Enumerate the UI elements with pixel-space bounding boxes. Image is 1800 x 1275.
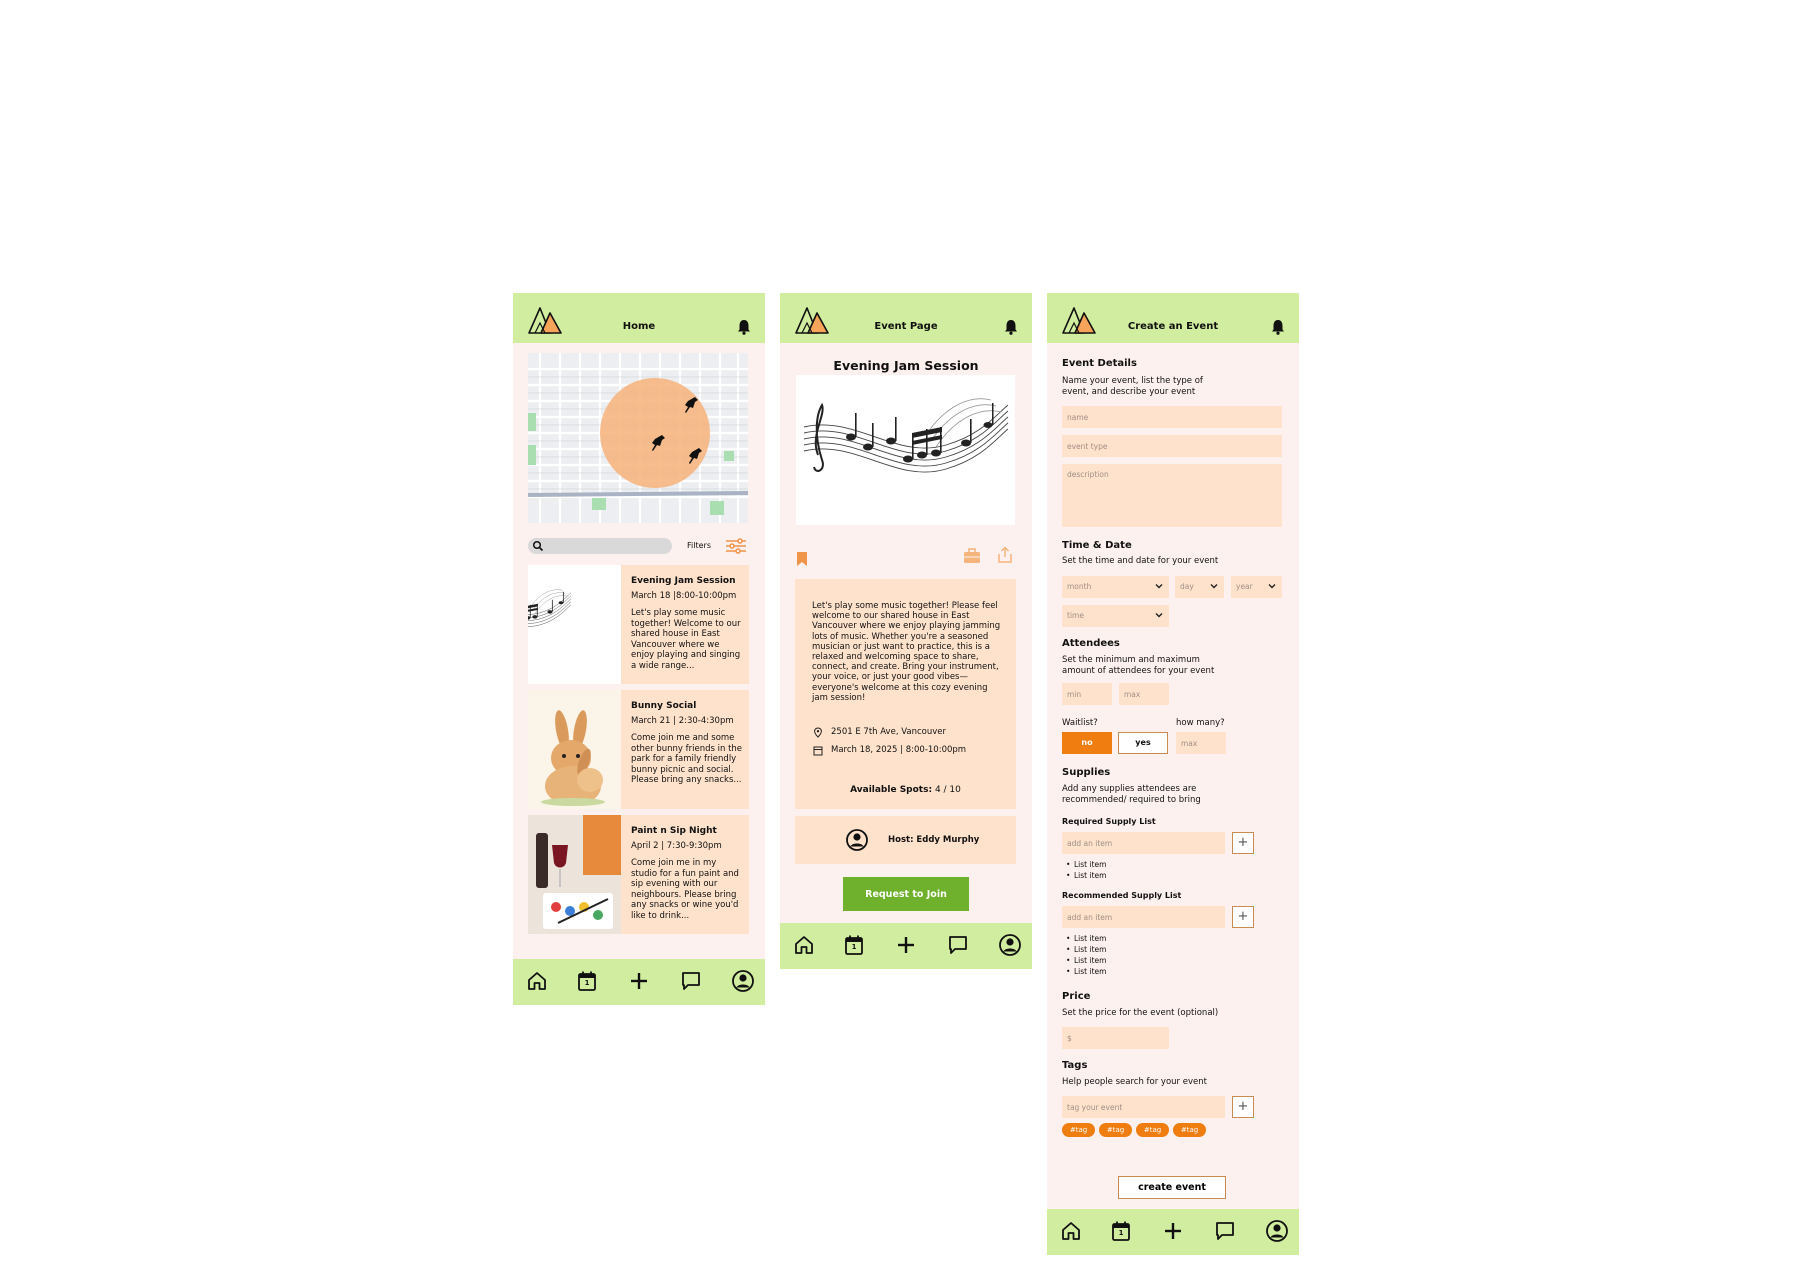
list-item: • List item [1062, 933, 1106, 944]
host-info[interactable] [795, 816, 1016, 864]
plus-icon[interactable] [1161, 1219, 1185, 1243]
calendar-icon[interactable] [1109, 1219, 1133, 1243]
month-value: month [1067, 582, 1092, 591]
waitlist-max-field[interactable] [1176, 732, 1226, 754]
section-sub-details: Name your event, list the type of event, and describe your event [1062, 376, 1203, 397]
event-card[interactable] [528, 815, 749, 934]
month-select[interactable] [1062, 576, 1169, 598]
location-icon [813, 727, 823, 738]
section-sub-tags: Help people search for your event [1062, 1077, 1207, 1087]
chevron-down-icon [1210, 582, 1218, 590]
profile-icon[interactable] [1265, 1219, 1289, 1243]
event-description: Let's play some music together! Please feel welcome to our shared house in East Vancouver where we enjoy playing jamming lots of music. Whether you're a seasoned musician or just want to practice, this is a relaxed and welcoming space to share, connect, and create. Bring your instrument, your voice, or just your good vibes—everyone's welcome at this cozy evening jam session! [812, 601, 1001, 703]
avatar [845, 828, 869, 852]
available-spots [795, 785, 1016, 795]
event-date: April 2 | 7:30-9:30pm [631, 841, 722, 851]
event-title: Evening Jam Session [833, 358, 979, 373]
tag-chip[interactable]: #tag [1099, 1123, 1132, 1137]
bottom-nav [780, 923, 1032, 969]
search-input[interactable] [528, 538, 672, 554]
event-location [813, 727, 946, 741]
home-screen [513, 293, 765, 1005]
bell-icon[interactable] [1271, 319, 1285, 335]
event-image [528, 565, 621, 684]
price-field[interactable] [1062, 1027, 1169, 1049]
chevron-down-icon [1155, 582, 1163, 590]
header-bar [1047, 293, 1299, 343]
spots-label: Available Spots: [850, 785, 933, 795]
event-date: March 21 | 2:30-4:30pm [631, 716, 734, 726]
event-datetime [813, 745, 967, 759]
share-icon[interactable] [997, 546, 1013, 564]
min-field[interactable] [1062, 683, 1112, 705]
list-item: • List item [1062, 966, 1106, 977]
event-card[interactable] [528, 690, 749, 809]
add-tag-button[interactable]: + [1232, 1096, 1254, 1118]
calendar-icon[interactable] [575, 969, 599, 993]
search-row [528, 536, 750, 556]
bottom-nav [513, 959, 765, 1005]
chevron-down-icon [1155, 611, 1163, 619]
section-sub-price: Set the price for the event (optional) [1062, 1008, 1219, 1018]
section-sub-attendees: Set the minimum and maximum amount of attendees for your event [1062, 655, 1215, 676]
list-item: • List item [1062, 870, 1106, 881]
tag-list [1062, 1123, 1282, 1137]
time-value: time [1067, 611, 1084, 620]
section-title-time: Time & Date [1062, 540, 1132, 551]
event-image [796, 375, 1015, 525]
name-field[interactable] [1062, 406, 1282, 428]
day-value: day [1180, 582, 1194, 591]
home-icon[interactable] [525, 969, 549, 993]
add-required-button[interactable]: + [1232, 832, 1254, 854]
calendar-day: 1 [584, 979, 590, 987]
list-item: • List item [1062, 944, 1106, 955]
waitlist-no-toggle[interactable]: no [1062, 732, 1112, 754]
event-details [795, 579, 1016, 809]
event-type-field[interactable] [1062, 435, 1282, 457]
tag-field[interactable] [1062, 1096, 1225, 1118]
bookmark-icon[interactable] [796, 551, 808, 567]
section-title-price: Price [1062, 991, 1091, 1002]
page-title: Create an Event [1127, 321, 1219, 332]
home-icon[interactable] [1059, 1219, 1083, 1243]
section-title-tags: Tags [1062, 1060, 1088, 1071]
how-many-label: how many? [1176, 718, 1225, 728]
recommended-supply-label: Recommended Supply List [1062, 891, 1182, 900]
section-title-details: Event Details [1062, 358, 1137, 369]
header-bar [513, 293, 765, 343]
request-join-button[interactable]: Request to Join [843, 877, 969, 911]
required-supply-label: Required Supply List [1062, 817, 1156, 826]
waitlist-label: Waitlist? [1062, 718, 1098, 728]
event-title: Paint n Sip Night [631, 826, 717, 836]
chat-icon[interactable] [679, 969, 703, 993]
calendar-icon[interactable] [842, 933, 866, 957]
chevron-down-icon [1268, 582, 1276, 590]
profile-icon[interactable] [731, 969, 755, 993]
event-description: Let's play some music together! Welcome to our shared house in East Vancouver where we enjoy playing and singing a wide range... [631, 608, 741, 671]
section-title-supplies: Supplies [1062, 767, 1111, 778]
event-description: Come join me and some other bunny friends in the park for a family friendly bunny picnic and social. Please bring any snacks... [631, 733, 743, 785]
bell-icon[interactable] [1004, 319, 1018, 335]
section-title-attendees: Attendees [1062, 638, 1120, 649]
calendar-small-icon [813, 745, 823, 756]
event-map[interactable] [528, 353, 748, 523]
chat-icon[interactable] [1213, 1219, 1237, 1243]
page-title: Home [622, 321, 656, 332]
day-select[interactable] [1175, 576, 1224, 598]
location-text: 2501 E 7th Ave, Vancouver [831, 727, 946, 737]
max-field[interactable] [1119, 683, 1169, 705]
home-icon[interactable] [792, 933, 816, 957]
event-description: Come join me in my studio for a fun paint and sip evening with our neighbours. Please bring any snacks or wine you'd like to drink... [631, 858, 739, 921]
list-item: • List item [1062, 859, 1106, 870]
host-name: Host: Eddy Murphy [888, 835, 980, 845]
waitlist-yes-toggle[interactable]: yes [1118, 732, 1168, 754]
calendar-day: 1 [1118, 1229, 1124, 1237]
tag-chip[interactable]: #tag [1173, 1123, 1206, 1137]
recommended-supply-list [1062, 933, 1106, 977]
required-supply-list [1062, 859, 1106, 881]
event-image [528, 690, 621, 809]
event-image [528, 815, 621, 934]
datetime-text: March 18, 2025 | 8:00-10:00pm [831, 745, 967, 755]
event-card[interactable] [528, 565, 749, 684]
tag-chip[interactable]: #tag [1062, 1123, 1095, 1137]
add-recommended-button[interactable]: + [1232, 906, 1254, 928]
bottom-nav [1047, 1209, 1299, 1255]
event-date: March 18 |8:00-10:00pm [631, 591, 737, 601]
create-event-screen [1047, 293, 1299, 1255]
calendar-day: 1 [851, 943, 857, 951]
description-field[interactable] [1062, 464, 1282, 527]
filters-label[interactable]: Filters [687, 541, 711, 550]
briefcase-icon[interactable] [963, 548, 981, 564]
plus-icon[interactable] [627, 969, 651, 993]
section-sub-supplies: Add any supplies attendees are recommended/ required to bring [1062, 784, 1201, 805]
tag-chip[interactable]: #tag [1136, 1123, 1169, 1137]
section-sub-time: Set the time and date for your event [1062, 556, 1219, 566]
required-item-field[interactable] [1062, 832, 1225, 854]
profile-icon[interactable] [998, 933, 1022, 957]
chat-icon[interactable] [946, 933, 970, 957]
header-bar [780, 293, 1032, 343]
event-title: Bunny Social [631, 701, 697, 711]
search-icon [532, 540, 544, 552]
plus-icon[interactable] [894, 933, 918, 957]
create-event-button[interactable]: create event [1118, 1176, 1226, 1199]
filters-icon[interactable] [724, 536, 748, 556]
time-select[interactable] [1062, 605, 1169, 627]
bell-icon[interactable] [737, 319, 751, 335]
event-screen [780, 293, 1032, 969]
list-item: • List item [1062, 955, 1106, 966]
event-title: Evening Jam Session [631, 576, 736, 586]
page-title: Event Page [874, 321, 938, 332]
spots-value: 4 / 10 [934, 785, 961, 795]
year-select[interactable] [1231, 576, 1282, 598]
recommended-item-field[interactable] [1062, 906, 1225, 928]
year-value: year [1236, 582, 1253, 591]
